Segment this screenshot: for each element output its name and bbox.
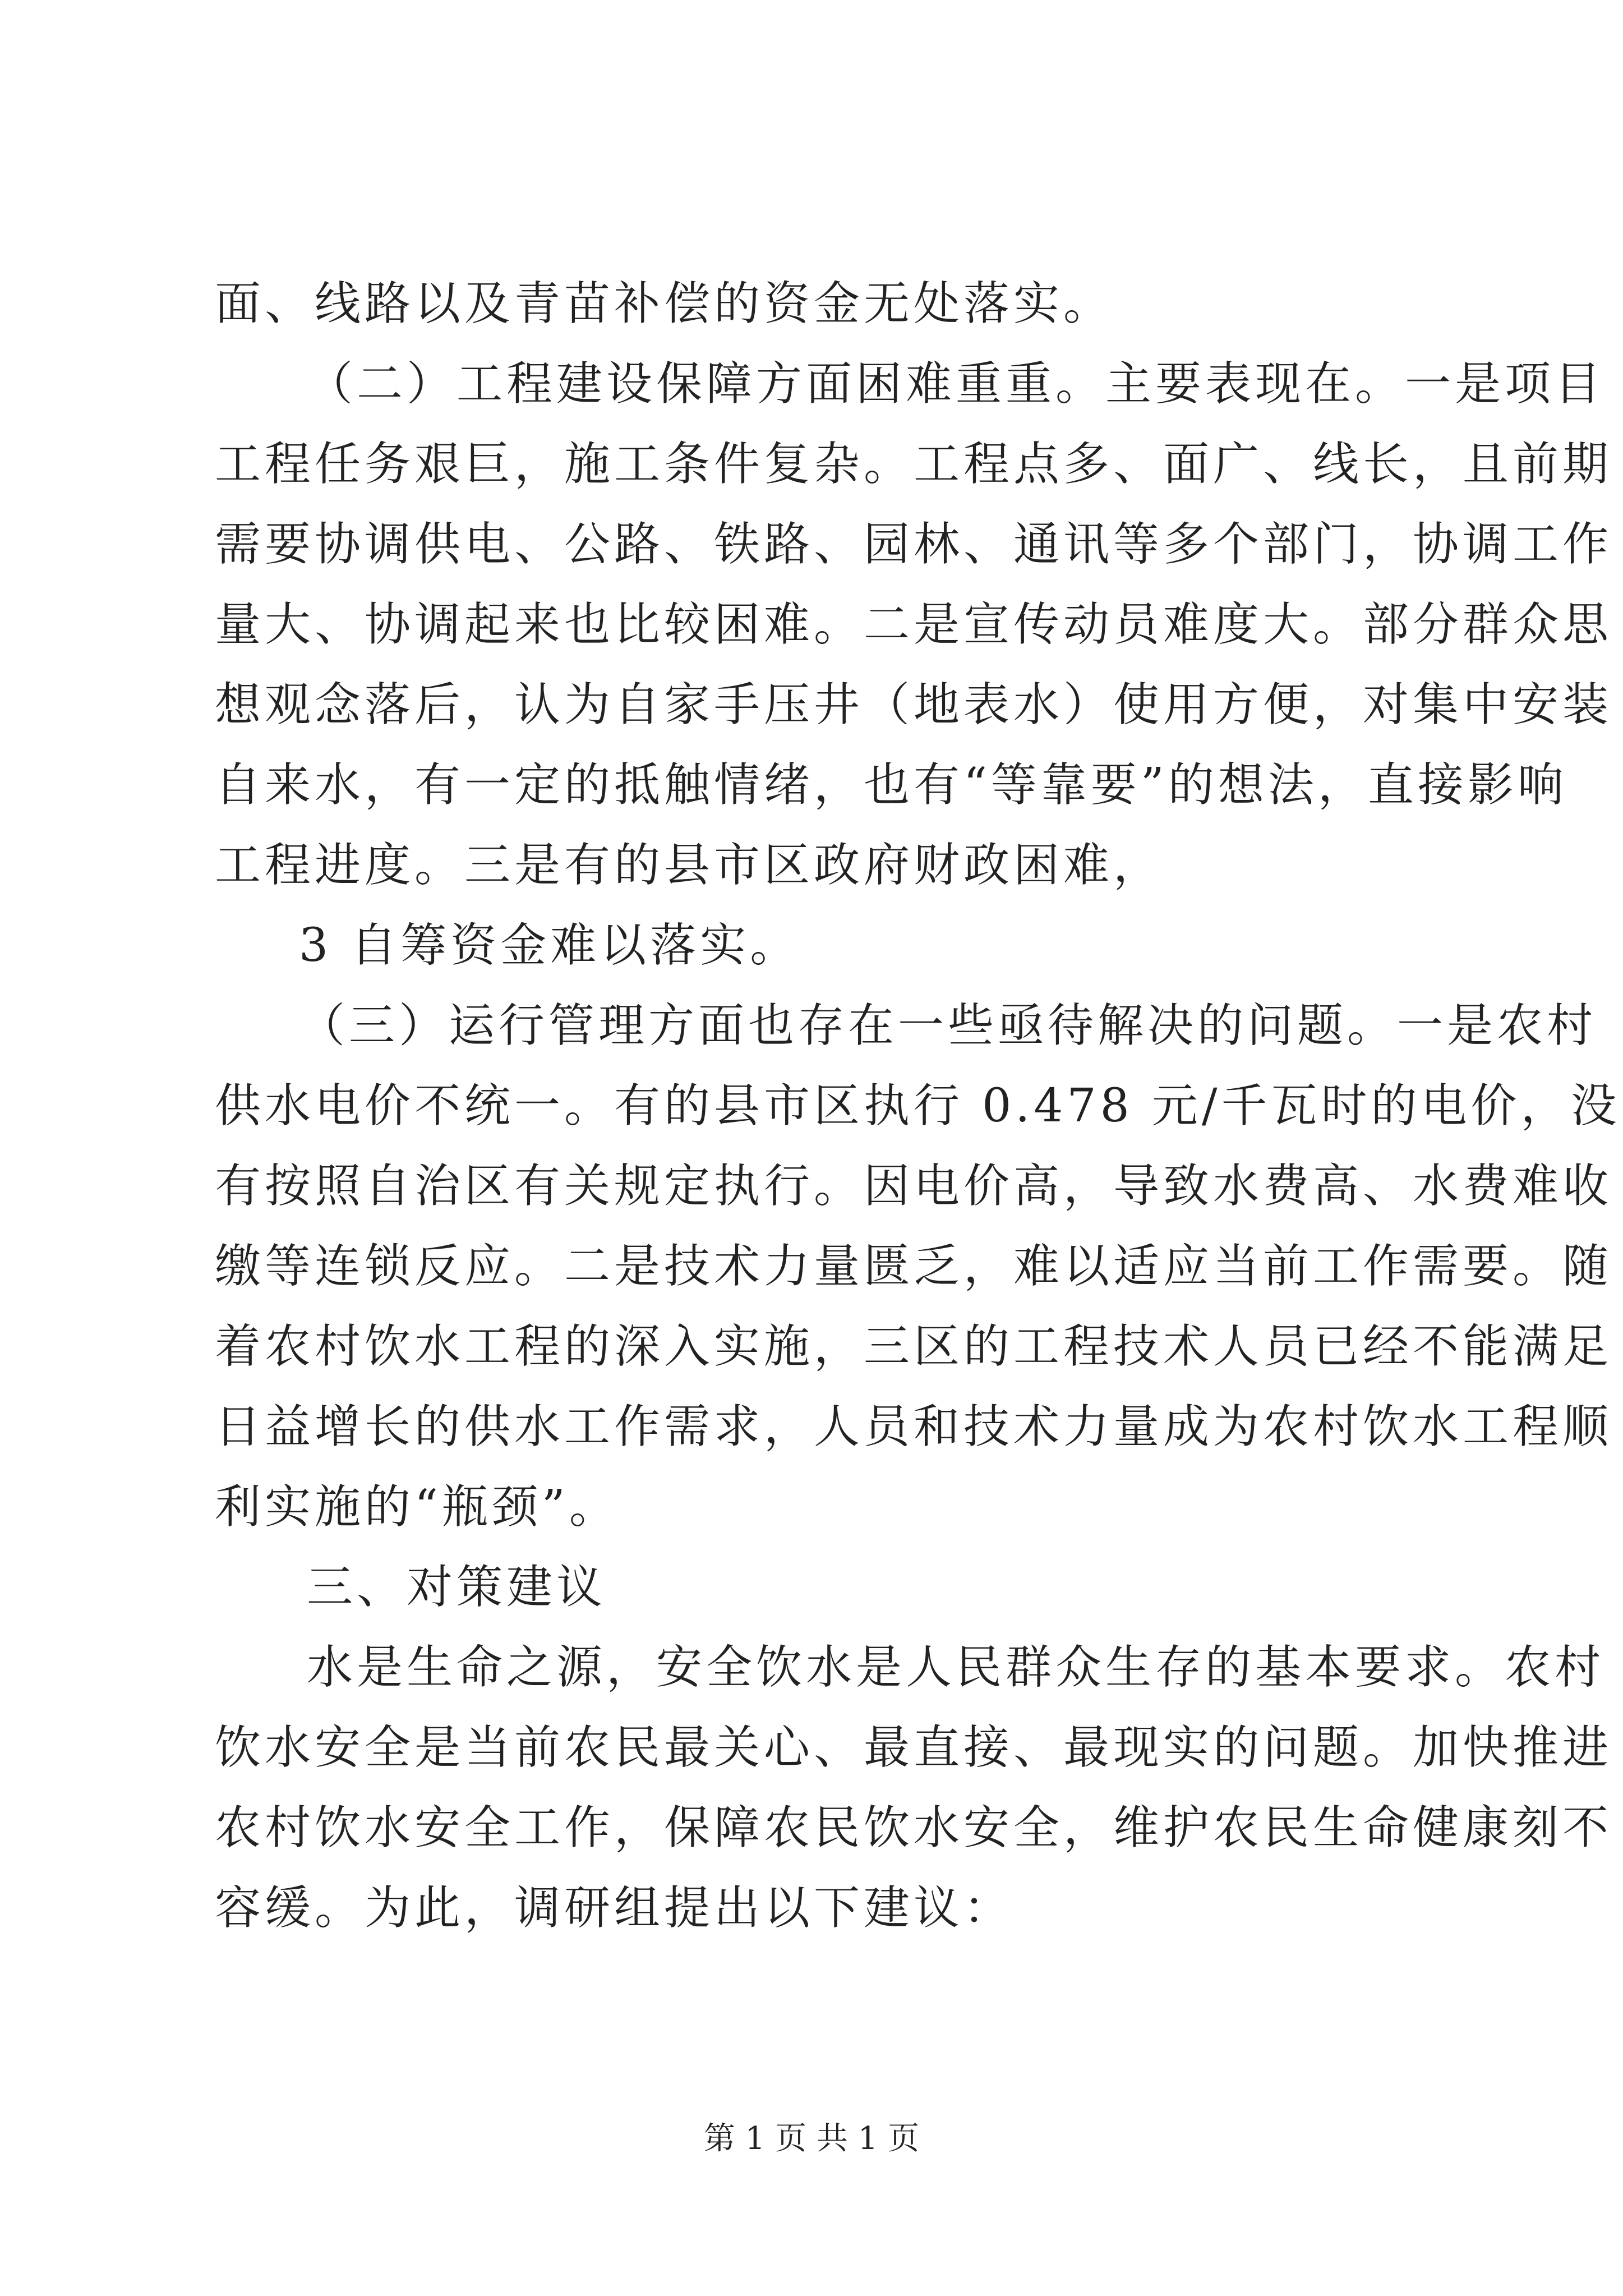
text-line: 农村饮水安全工作，保障农民饮水安全，维护农民生命健康刻不 (215, 1801, 1613, 1855)
text-line: 利实施的“瓶颈”。 (215, 1480, 619, 1534)
section-heading: 三、对策建议 (307, 1561, 607, 1614)
text-line: （三）运行管理方面也存在一些亟待解决的问题。一是农村 (299, 999, 1597, 1052)
text-line: （二）工程建设保障方面困难重重。主要表现在。一是项目 (307, 357, 1605, 411)
text-line: 着农村饮水工程的深入实施，三区的工程技术人员已经不能满足 (215, 1320, 1613, 1373)
text-line: 饮水安全是当前农民最关心、最直接、最现实的问题。加快推进 (215, 1721, 1613, 1774)
text-line: 容缓。为此，调研组提出以下建议： (215, 1881, 1014, 1935)
text-line: 缴等连锁反应。二是技术力量匮乏，难以适应当前工作需要。随 (215, 1240, 1613, 1293)
text-line: 工程进度。三是有的县市区政府财政困难， (215, 839, 1164, 892)
page-footer: 第 1 页 共 1 页 (703, 2120, 920, 2157)
text-line: 日益增长的供水工作需求，人员和技术力量成为农村饮水工程顺 (215, 1400, 1613, 1453)
text-line: 3 自筹资金难以落实。 (299, 919, 800, 972)
body-text (215, 264, 1621, 1948)
text-line: 水是生命之源，安全饮水是人民群众生存的基本要求。农村 (307, 1641, 1605, 1694)
text-line: 供水电价不统一。有的县市区执行 0.478 元/千瓦时的电价，没 (215, 1079, 1621, 1133)
text-line: 想观念落后，认为自家手压井（地表水）使用方便，对集中安装 (215, 678, 1613, 731)
text-line: 需要协调供电、公路、铁路、园林、通讯等多个部门，协调工作 (215, 518, 1613, 571)
text-line: 自来水，有一定的抵触情绪，也有“等靠要”的想法，直接影响 (215, 758, 1567, 812)
text-line: 量大、协调起来也比较困难。二是宣传动员难度大。部分群众思 (215, 598, 1613, 651)
text-line: 工程任务艰巨，施工条件复杂。工程点多、面广、线长，且前期 (215, 438, 1613, 491)
text-line: 面、线路以及青苗补偿的资金无处落实。 (215, 277, 1114, 330)
text-line: 有按照自治区有关规定执行。因电价高，导致水费高、水费难收 (215, 1159, 1613, 1213)
